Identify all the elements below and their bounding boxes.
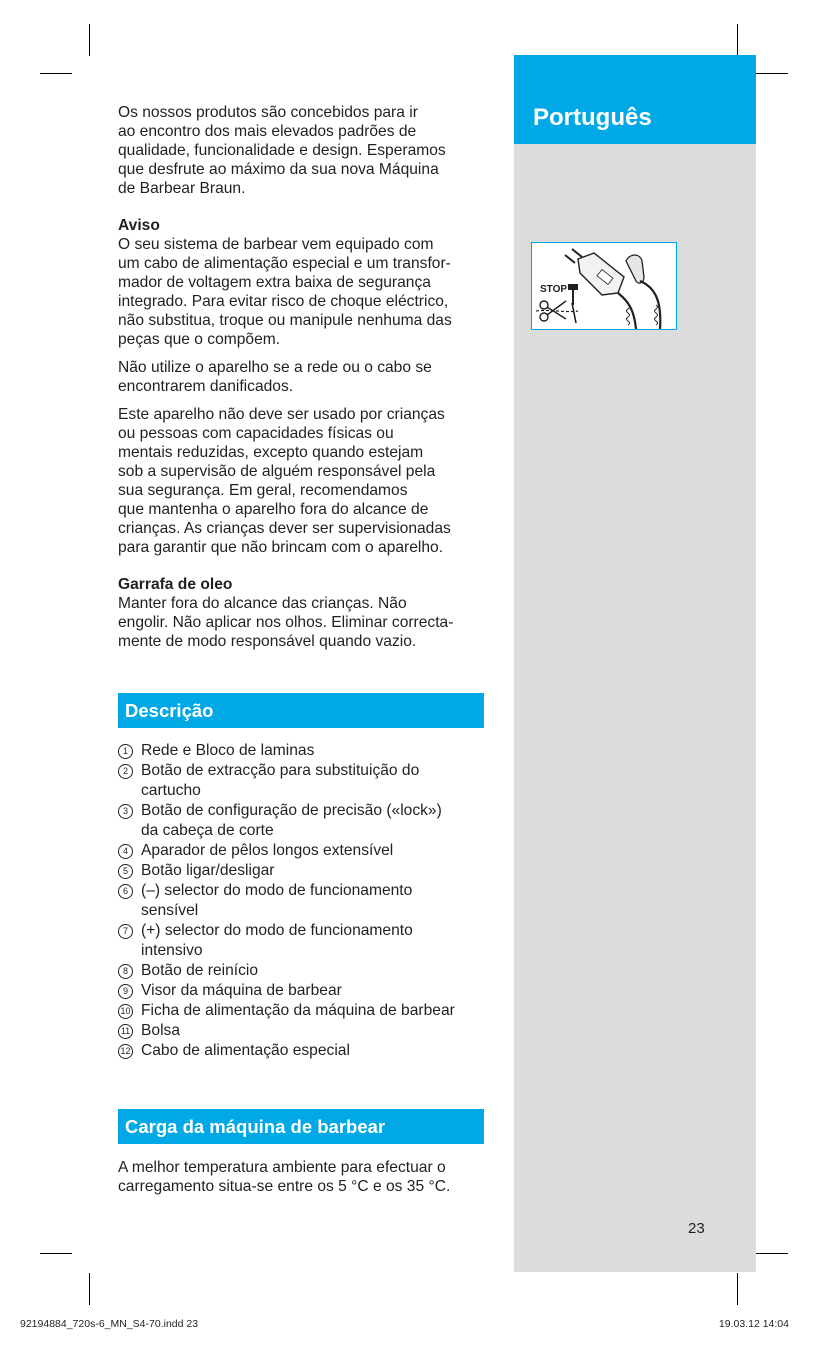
footer-date: 19.03.12 14:04 [718,1318,789,1330]
description-heading: Descrição [118,693,484,728]
warning-heading: Aviso [118,217,160,234]
list-item: 11 Bolsa [118,1021,488,1041]
crop-mark [40,1253,72,1254]
oil-paragraph: Manter fora do alcance das crianças. Não engolir. Não aplicar nos olhos. Eliminar correcta- mente de modo responsável quando vazio. [118,595,454,650]
page-number: 23 [688,1220,705,1237]
list-item: 3 Botão de configuração de precisão («lock») da cabeça de corte [118,801,488,841]
oil-heading: Garrafa de oleo [118,576,233,593]
item-number: 5 [118,864,133,879]
item-number: 10 [118,1004,133,1019]
list-item: 1 Rede e Bloco de laminas [118,741,488,761]
safety-warning-figure [531,242,677,330]
warning-paragraph: O seu sistema de barbear vem equipado com um cabo de alimentação especial e um transfor- mador de voltagem extra baixa de segurança integrado. Para evitar risco de choque eléctrico, não substitua, troque ou manipule nenhuma das peças que o compõem. [118,236,452,348]
cable-coil [627,305,630,325]
plug-cable-illustration [532,243,676,329]
stop-label: STOP [540,284,568,295]
appliance-plug [626,255,644,283]
item-number: 3 [118,804,133,819]
item-number: 7 [118,924,133,939]
screwdriver-icon [568,284,578,290]
list-item: 12 Cabo de alimentação especial [118,1041,488,1061]
item-number: 9 [118,984,133,999]
crop-mark [89,24,90,56]
parts-list [118,741,488,1061]
warning-paragraph: Este aparelho não deve ser usado por crianças ou pessoas com capacidades físicas ou mentais reduzidas, excepto quando estejam sob a supervisão de alguém responsável pela sua segurança. Em geral, recomendamos que mantenha o aparelho fora do alcance de crianças. As crianças dever ser supervisionadas para garantir que não brincam com o aparelho. [118,406,451,556]
scissors-icon [540,301,548,309]
charging-heading: Carga da máquina de barbear [118,1109,484,1144]
charging-paragraph: A melhor temperatura ambiente para efectuar o carregamento situa-se entre os 5 °C e os 35 °C. [118,1159,451,1195]
list-item: 5 Botão ligar/desligar [118,861,488,881]
language-header [514,55,756,144]
footer-file-info: 92194884_720s-6_MN_S4-70.indd 23 [20,1318,199,1330]
cable-coil [655,305,658,325]
language-title: Português [533,104,652,131]
warning-paragraph: Não utilize o aparelho se a rede ou o cabo se encontrarem danificados. [118,359,432,395]
crop-mark [40,73,72,74]
crop-mark [89,1273,90,1305]
item-number: 12 [118,1044,133,1059]
list-item: 6 (–) selector do modo de funcionamento sensível [118,881,488,921]
list-item: 7 (+) selector do modo de funcionamento intensivo [118,921,488,961]
item-number: 2 [118,764,133,779]
item-number: 8 [118,964,133,979]
crop-mark [737,24,738,56]
item-number: 4 [118,844,133,859]
plug-pin [572,249,582,257]
scissors-icon [540,313,548,321]
crop-mark [756,1253,788,1254]
cut-cable [536,310,578,311]
plug-pin [565,255,575,263]
main-text [118,103,488,651]
crop-mark [737,1273,738,1305]
list-item: 4 Aparador de pêlos longos extensível [118,841,488,861]
item-number: 6 [118,884,133,899]
crop-mark [756,73,788,74]
list-item: 10 Ficha de alimentação da máquina de barbear [118,1001,488,1021]
list-item: 2 Botão de extracção para substituição do cartucho [118,761,488,801]
list-item: 9 Visor da máquina de barbear [118,981,488,1001]
item-number: 11 [118,1024,133,1039]
intro-paragraph: Os nossos produtos são concebidos para ir ao encontro dos mais elevados padrões de qualidade, funcionalidade e design. Esperamos que desfrute ao máximo da sua nova Máquina de Barbear Braun. [118,104,446,197]
sidebar-panel [514,55,756,1272]
tool-line [572,303,576,323]
list-item: 8 Botão de reinício [118,961,488,981]
item-number: 1 [118,744,133,759]
